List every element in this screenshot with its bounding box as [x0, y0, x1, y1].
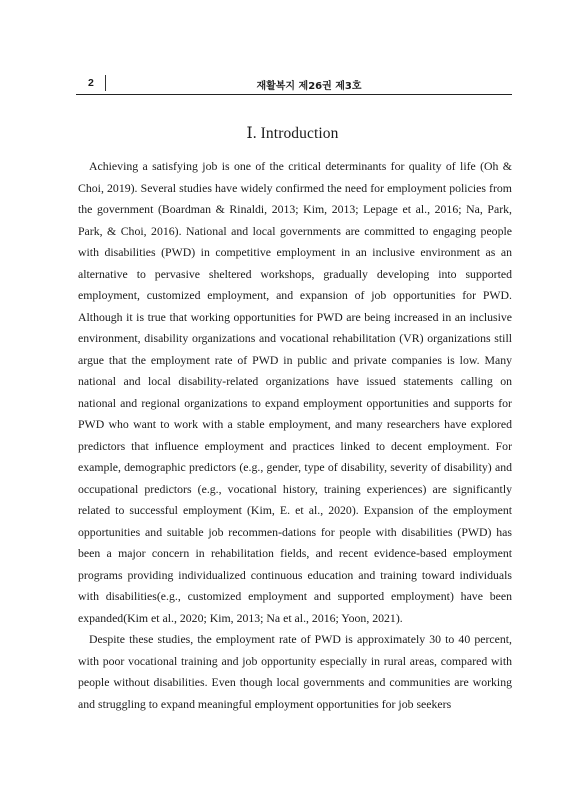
- journal-title: 재활복지 제26권 제3호: [256, 81, 362, 92]
- paragraph-2: Despite these studies, the employment rate of PWD is approximately 30 to 40 percent, with poor vocational training and job opportunity especially in rural areas, compared with people without disabilities. Even though local governments and communities are working and struggling to expand meaningful employment opportunities for job seekers: [78, 632, 512, 711]
- body-text: [78, 156, 512, 715]
- section-title: Ⅰ. Introduction: [246, 125, 339, 142]
- running-header: [76, 74, 512, 96]
- page-number: 2: [88, 77, 94, 89]
- paragraph-1: Achieving a satisfying job is one of the critical determinants for quality of life (Oh & Choi, 2019). Several studies have widely confirmed the need for employment policies from the government (Boardman & Rinaldi, 2013; Kim, 2013; Lepage et al., 2016; Na, Park, Park, & Choi, 2016). National and local governments are committed to engaging people with disabilities (PWD) in competitive employment in an inclusive environment as an alternative to pervasive sheltered workshops, gradually developing into supported employment, customized employment, and expansion of job opportunities for PWD. Although it is true that working opportunities for PWD are being increased in an inclusive environment, disability organizations and vocational rehabilitation (VR) organizations still argue that the employment rate of PWD in public and private companies is low. Many national and local disability-related organizations have issued statements calling on national and regional organizations to expand employment opportunities and supports for PWD who want to work with a stable employment, and many researchers have explored predictors that influence employment and practices linked to decent employment. For example, demographic predictors (e.g., gender, type of disability, severity of disability) and occupational predictors (e.g., vocational history, training experiences) are significantly related to successful employment (Kim, E. et al., 2020). Expansion of the employment opportunities and suitable job recommen-dations for people with disabilities (PWD) has been a major concern in rehabilitation fields, and recent evidence-based employment programs providing individualized continuous education and training toward individuals with disabilities(e.g., customized employment and supported employment) have been expanded(Kim et al., 2020; Kim, 2013; Na et al., 2016; Yoon, 2021).: [78, 159, 512, 625]
- header-rule: [76, 94, 512, 95]
